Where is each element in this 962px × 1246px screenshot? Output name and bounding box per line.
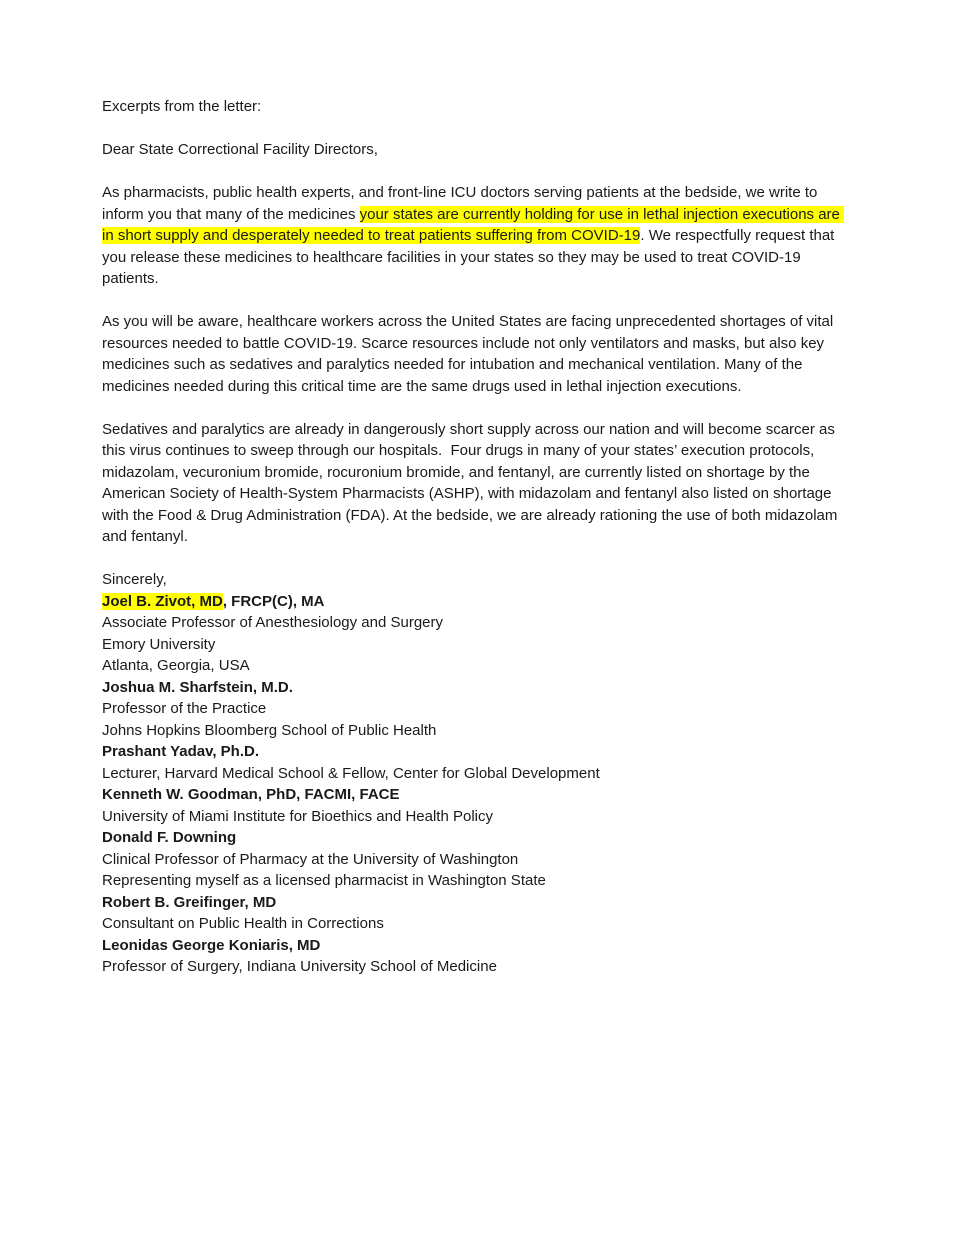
letter-body (102, 182, 848, 548)
signatory-name-text: , FRCP(C), MA (222, 592, 325, 610)
signatory-name-text: Robert B. Greifinger, MD (102, 893, 277, 911)
body-text: As pharmacists, public health experts, and front-line ICU doctors serving patients at the bedside, we write to inform you that many of the medicines (102, 184, 822, 223)
paragraph-1 (102, 182, 848, 290)
paragraph-3 (102, 419, 848, 548)
highlighted-text: Joel B. Zivot, MD (102, 592, 223, 610)
signatory-detail: Professor of Surgery, Indiana University School of Medicine (102, 958, 497, 975)
signatory-detail: Professor of the Practice (102, 700, 267, 717)
signatory-detail: Atlanta, Georgia, USA (102, 657, 250, 674)
signatory-name (102, 827, 848, 849)
body-text: Sedatives and paralytics are already in dangerously short supply across our nation and will become scarcer as this virus continues to sweep through our hospitals. Four drugs in many of your states’ execution protocols, midazolam, vecuronium bromide, rocuronium bromide, and fentanyl, are currently listed on shortage by the American Society of Health-System Pharmacists (ASHP), with midazolam and fentanyl also listed on shortage with the Food & Drug Administration (FDA). At the bedside, we are already rationing the use of both midazolam and fentanyl. (102, 420, 842, 545)
signatory-detail: Johns Hopkins Bloomberg School of Public Health (102, 721, 437, 739)
body-text: . We respectfully request that you release these medicines to healthcare facilities in your states so they may be used to treat COVID-19 patients. (102, 227, 839, 287)
signatory-name-text: Prashant Yadav, Ph.D. (102, 743, 260, 760)
highlighted-text: your states are currently holding for use in lethal injection executions are in short supply and desperately needed to treat patients suffering from COVID-19 (102, 205, 845, 244)
signatory-name-text: Kenneth W. Goodman, PhD, FACMI, FACE (102, 786, 400, 803)
signatory-name (102, 677, 848, 699)
letter-content (102, 96, 848, 978)
closing-line: Sincerely, (102, 571, 167, 588)
signatory-name (102, 591, 848, 613)
signatory-name-text: Joshua M. Sharfstein, M.D. (102, 678, 293, 696)
signatory-detail: Associate Professor of Anesthesiology and Surgery (102, 614, 444, 631)
signatory-detail: Emory University (102, 635, 216, 653)
paragraph-2 (102, 311, 848, 397)
signatory-name-text: Leonidas George Koniaris, MD (102, 936, 321, 954)
signatory-name-text: Donald F. Downing (102, 829, 237, 846)
signatory-detail: Clinical Professor of Pharmacy at the University of Washington (102, 850, 519, 868)
signatory-detail: Consultant on Public Health in Corrections (102, 915, 384, 932)
signatory-detail: Lecturer, Harvard Medical School & Fellow, Center for Global Development (102, 764, 600, 782)
signatory-name (102, 784, 848, 806)
signatory-name (102, 935, 848, 957)
signatory-detail: University of Miami Institute for Bioethics and Health Policy (102, 807, 493, 825)
signatory-name (102, 741, 848, 763)
signature-block (102, 591, 848, 978)
signatory-detail: Representing myself as a licensed pharmacist in Washington State (102, 872, 546, 889)
salutation: Dear State Correctional Facility Directors, (102, 141, 378, 158)
signatory-name (102, 892, 848, 914)
body-text: As you will be aware, healthcare workers across the United States are facing unprecedented shortages of vital resources needed to battle COVID-19. Scarce resources include not only ventilators and masks, but also key medicines such as sedatives and paralytics needed for intubation and mechanical ventilation. Many of the medicines needed during this critical time are the same drugs used in lethal injection executions. (102, 313, 838, 395)
intro-line: Excerpts from the letter: (102, 98, 262, 115)
